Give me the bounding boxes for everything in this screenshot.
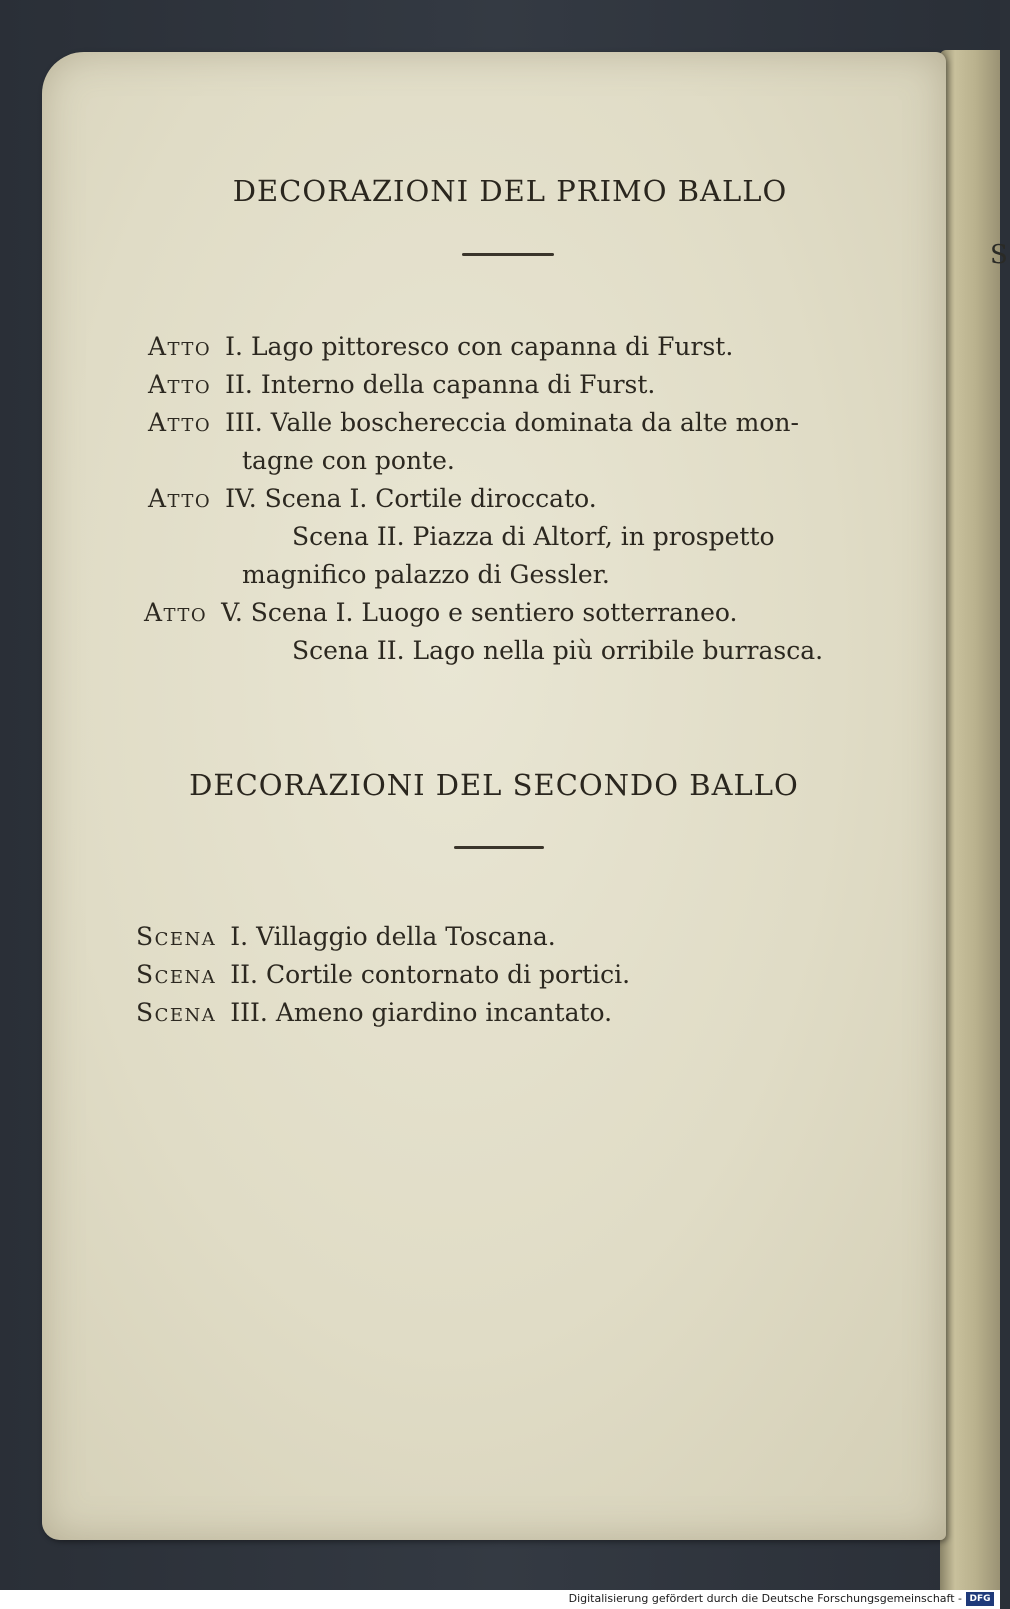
line-label: Atto (148, 370, 212, 399)
decoration-line (148, 408, 799, 437)
decoration-line (136, 960, 630, 989)
decoration-line (148, 484, 597, 513)
line-label: Atto (144, 598, 208, 627)
line-label: Atto (148, 332, 212, 361)
line-text: II. Cortile contornato di portici. (230, 960, 631, 989)
ornamental-rule (454, 846, 544, 849)
heading-first-ballet: DECORAZIONI DEL PRIMO BALLO (232, 174, 788, 208)
line-label: Atto (148, 484, 212, 513)
decoration-line (148, 332, 733, 361)
funding-credit: Digitalisierung gefördert durch die Deutsche Forschungsgemeinschaft - (568, 1592, 962, 1605)
line-text: Scena II. Piazza di Altorf, in prospetto (292, 522, 775, 551)
decoration-line-continued (242, 560, 610, 589)
line-text: II. Interno della capanna di Furst. (225, 370, 656, 399)
line-text: III. Ameno giardino incantato. (230, 998, 613, 1027)
line-label: Scena (136, 922, 217, 951)
heading-second-ballet: DECORAZIONI DEL SECONDO BALLO (189, 768, 799, 802)
decoration-line-continued (292, 522, 775, 551)
line-text: magnifico palazzo di Gessler. (242, 560, 610, 589)
decoration-line-continued (242, 446, 455, 475)
line-text: III. Valle boschereccia dominata da alte mon- (225, 408, 799, 437)
line-text: I. Villaggio della Toscana. (230, 922, 556, 951)
line-label: Atto (148, 408, 212, 437)
line-text: Scena II. Lago nella più orribile burrasca. (292, 636, 824, 665)
line-label: Scena (136, 998, 217, 1027)
ornamental-rule (462, 253, 554, 256)
line-text: IV. Scena I. Cortile diroccato. (225, 484, 597, 513)
line-text: tagne con ponte. (242, 446, 455, 475)
line-text: V. Scena I. Luogo e sentiero sotterraneo. (221, 598, 738, 627)
decoration-line (136, 922, 556, 951)
decoration-line-continued (292, 636, 823, 665)
line-label: Scena (136, 960, 217, 989)
decoration-line (148, 370, 655, 399)
decoration-line (144, 598, 737, 627)
next-page-letter: S (990, 240, 1008, 270)
dfg-logo-icon: DFG (966, 1592, 994, 1606)
decoration-line (136, 998, 612, 1027)
line-text: I. Lago pittoresco con capanna di Furst. (225, 332, 734, 361)
digitization-footer (0, 1590, 1000, 1609)
